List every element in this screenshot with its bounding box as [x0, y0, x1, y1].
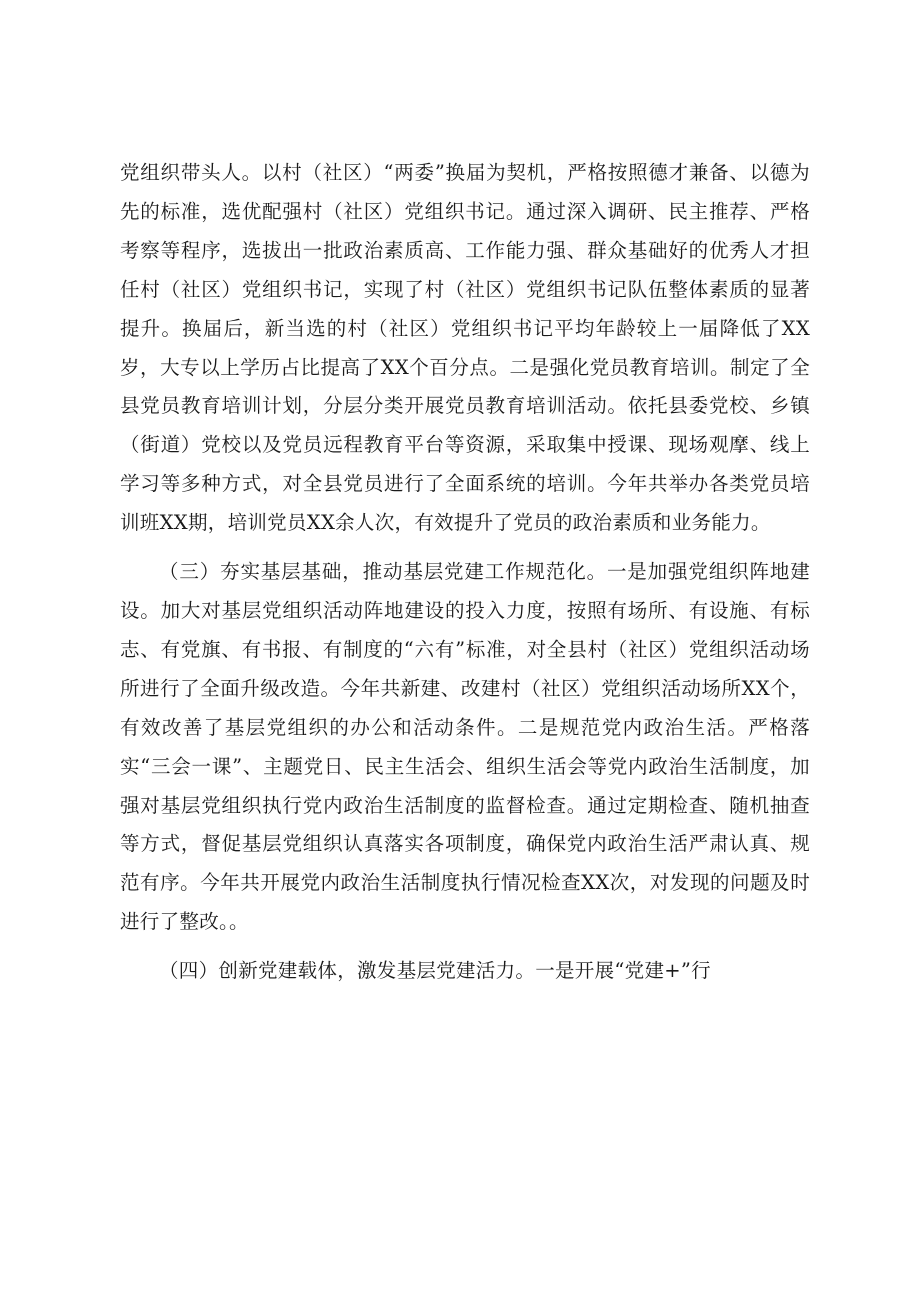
paragraph-continuation: 党组织带头人。以村（社区）“两委”换届为契机，严格按照德才兼备、以德为先的标准，选优配强村（社区）党组织书记。通过深入调研、民主推荐、严格考察等程序，选拔出一批政治素质高、工作能力强、群众基础好的优秀人才担任村（社区）党组织书记，实现了村（社区）党组织书记队伍整体素质的显著提升。换届后，新当选的村（社区）党组织书记平均年龄较上一届降低了XX岁，大专以上学历占比提高了XX个百分点。二是强化党员教育培训。制定了全县党员教育培训计划，分层分类开展党员教育培训活动。依托县委党校、乡镇（街道）党校以及党员远程教育平台等资源，采取集中授课、现场观摩、线上学习等多种方式，对全县党员进行了全面系统的培训。今年共举办各类党员培训班XX期，培训党员XX余人次，有效提升了党员的政治素质和业务能力。	[120, 161, 810, 535]
paragraph-section-4: （四）创新党建载体，激发基层党建活力。一是开展“党建+”行	[159, 959, 711, 983]
paragraph-section-3: （三）夯实基层基础，推动基层党建工作规范化。一是加强党组织阵地建设。加大对基层党组织活动阵地建设的投入力度，按照有场所、有设施、有标志、有党旗、有书报、有制度的“六有”标准，对全县村（社区）党组织活动场所进行了全面升级改造。今年共新建、改建村（社区）党组织活动场所XX个，有效改善了基层党组织的办公和活动条件。二是规范党内政治生活。严格落实“三会一课”、主题党日、民主生活会、组织生活会等党内政治生活制度，加强对基层党组织执行党内政治生活制度的监督检查。通过定期检查、随机抽查等方式，督促基层党组织认真落实各项制度，确保党内政治生活严肃认真、规范有序。今年共开展党内政治生活制度执行情况检查XX次，对发现的问题及时进行了整改。。	[120, 560, 810, 934]
document-body	[120, 154, 810, 991]
